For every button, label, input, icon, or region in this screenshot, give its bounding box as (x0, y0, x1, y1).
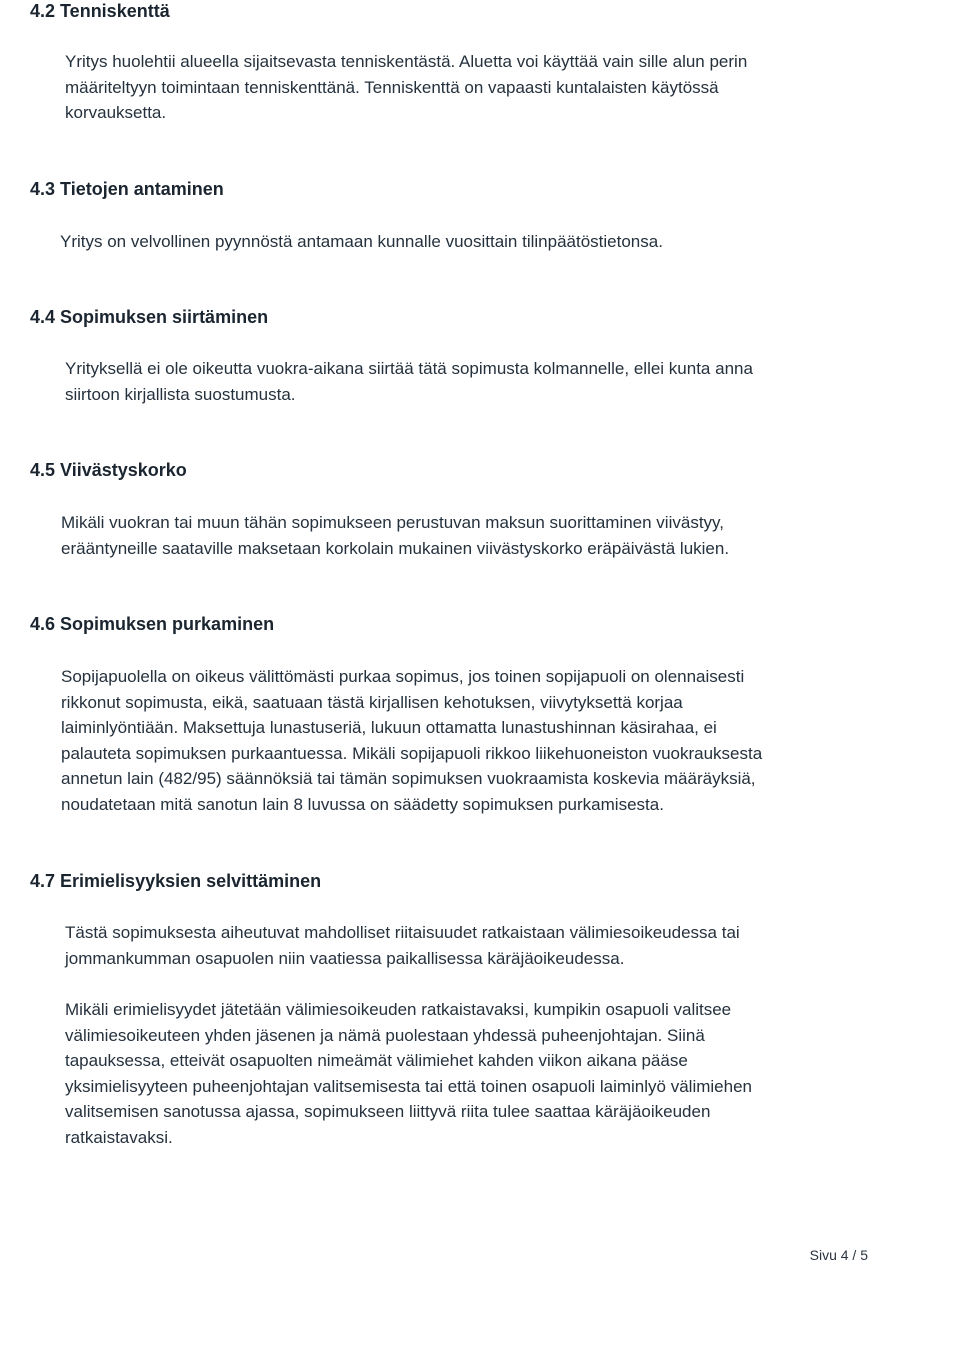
text-line: erääntyneille saataville maksetaan korkolain mukainen viivästyskorko eräpäivästä lukien. (61, 538, 730, 558)
section-heading-4-5: 4.5 Viivästyskorko (30, 460, 187, 480)
text-line: määriteltyyn toimintaan tenniskenttänä. Tenniskenttä on vapaasti kuntalaisten käytössä (65, 77, 719, 97)
section-heading-4-7: 4.7 Erimielisyyksien selvittäminen (30, 871, 322, 891)
section-paragraph-4-7-b (65, 997, 752, 1150)
text-line: Mikäli vuokran tai muun tähän sopimukseen perustuvan maksun suorittaminen viivästyy, (61, 513, 724, 532)
text-line: Mikäli erimielisyydet jätetään välimiesoikeuden ratkaistavaksi, kumpikin osapuoli valitsee (65, 1000, 732, 1019)
section-heading-4-3: 4.3 Tietojen antaminen (30, 179, 224, 199)
text-line: annetun lain (482/95) säännöksiä tai tämän sopimuksen vuokraamista koskevia määräyksiä, (61, 769, 756, 788)
section-paragraph-4-5 (61, 510, 729, 561)
text-line: jommankumman osapuolen niin vaatiessa paikallisessa käräjäoikeudessa. (65, 948, 625, 968)
section-heading-4-4: 4.4 Sopimuksen siirtäminen (30, 307, 269, 327)
text-line: Tästä sopimuksesta aiheutuvat mahdolliset riitaisuudet ratkaistaan välimiesoikeudessa tai (65, 923, 740, 942)
page-number: Sivu 4 / 5 (809, 1247, 868, 1263)
text-line: rikkonut sopimusta, eikä, saatuaan tästä kirjallisen kehotuksen, viivytyksettä korjaa (61, 692, 683, 712)
section-paragraph-4-6 (61, 664, 762, 817)
text-line: Sopijapuolella on oikeus välittömästi purkaa sopimus, jos toinen sopijapuoli on olennaisesti (61, 667, 745, 686)
text-line: laiminlyöntiään. Maksettuja lunastuseriä, lukuun ottamatta lunastushinnan käsirahaa, ei (61, 718, 717, 737)
text-line: valitsemisen sanotussa ajassa, sopimukseen liittyvä riita tulee saattaa käräjäoikeuden (65, 1102, 711, 1121)
text-line: korvauksetta. (65, 103, 167, 122)
text-line: Yritys on velvollinen pyynnöstä antamaan kunnalle vuosittain tilinpäätöstietonsa. (60, 232, 663, 251)
text-line: tapauksessa, etteivät osapuolten nimeämät välimiehet kahden viikon aikana pääse (65, 1051, 688, 1070)
text-line: siirtoon kirjallista suostumusta. (65, 384, 296, 404)
section-heading-4-6: 4.6 Sopimuksen purkaminen (30, 614, 275, 634)
text-line: ratkaistavaksi. (65, 1127, 173, 1147)
text-line: palauteta sopimuksen purkaantuessa. Mikäli sopijapuoli rikkoo liikehuoneiston vuokrauksesta (61, 743, 763, 763)
section-paragraph-4-2 (65, 49, 747, 126)
text-line: Yritys huolehtii alueella sijaitsevasta tenniskentästä. Aluetta voi käyttää vain sille alun perin (65, 52, 748, 71)
text-line: yksimielisyyteen puheenjohtajan valitsemisesta tai että toinen osapuoli laiminlyö välimiehen (65, 1076, 752, 1096)
section-paragraph-4-3 (60, 229, 663, 255)
text-line: noudatetaan mitä sanotun lain 8 luvussa on säädetty sopimuksen purkamisesta. (61, 794, 664, 814)
text-line: välimiesoikeuteen yhden jäsenen ja nämä puolestaan yhdessä puheenjohtajan. Siinä (65, 1025, 705, 1045)
section-paragraph-4-7-a (65, 920, 740, 971)
text-line: Yrityksellä ei ole oikeutta vuokra-aikana siirtää tätä sopimusta kolmannelle, ellei kunta anna (65, 359, 753, 378)
section-paragraph-4-4 (65, 356, 753, 407)
section-heading-4-2: 4.2 Tenniskenttä (30, 1, 170, 21)
